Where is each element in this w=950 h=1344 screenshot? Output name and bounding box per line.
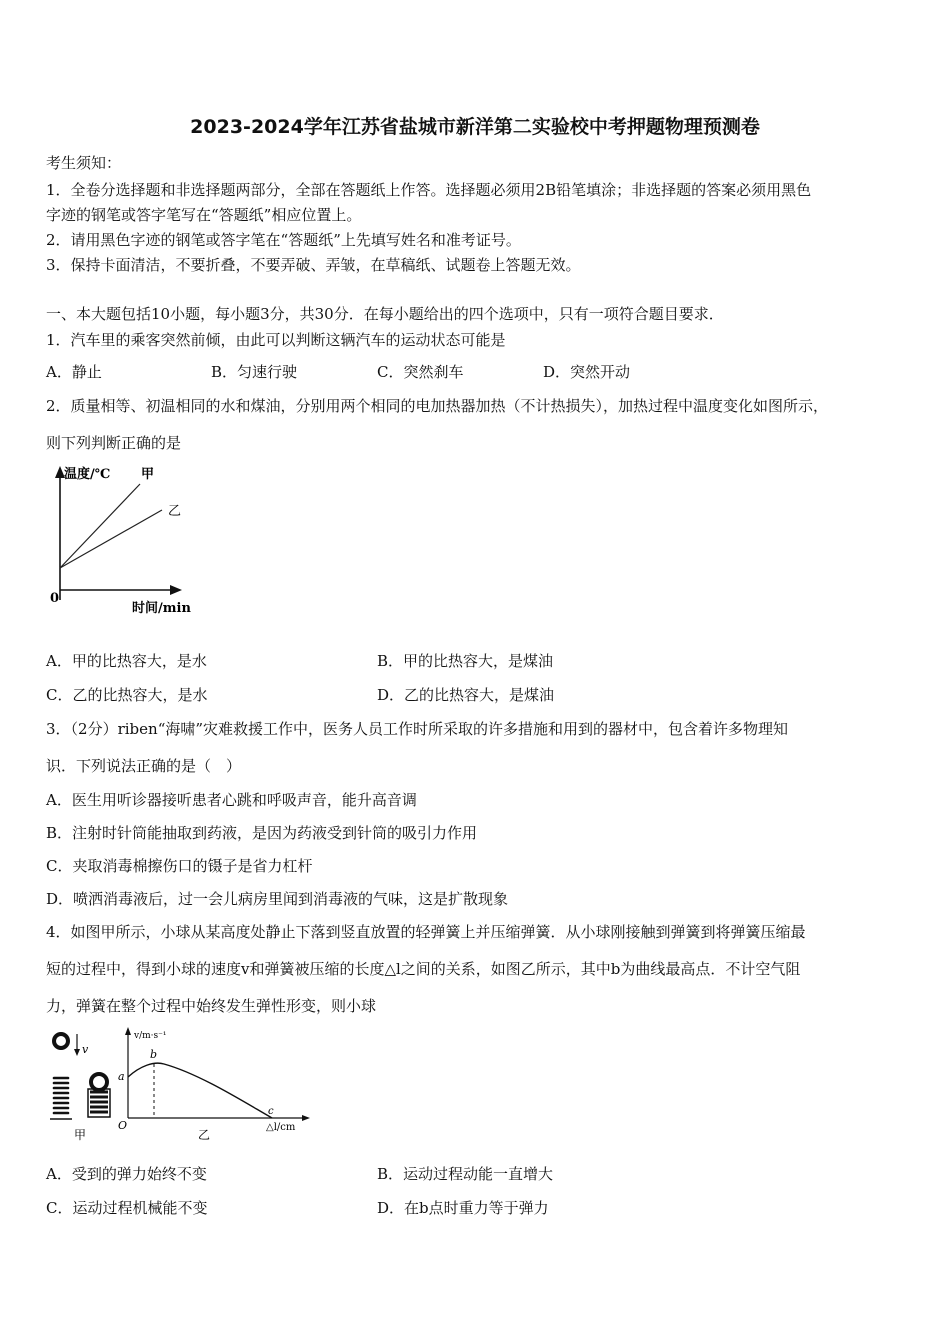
q4-option-b: B．运动过程动能一直增大 [377, 1165, 554, 1183]
q2-option-a: A．甲的比热容大，是水 [46, 652, 207, 670]
q3-stem: 3．（2分）riben“海啸”灾难救援工作中，医务人员工作时所采取的许多措施和用到的器材中，包含着许多物理知 [46, 720, 789, 738]
q3-option-d: D．喷洒消毒液后，过一会儿病房里闻到消毒液的气味，这是扩散现象 [46, 890, 509, 908]
q3-option-c: C．夹取消毒棉擦伤口的镊子是省力杠杆 [46, 857, 313, 875]
graph-label-yi: 乙 [168, 504, 182, 519]
q4-stem: 4．如图甲所示，小球从某高度处静止下落到竖直放置的轻弹簧上并压缩弹簧．从小球刚接触到弹簧到将弹簧压缩最 [46, 923, 806, 941]
q2-stem-cont: 则下列判断正确的是 [46, 434, 182, 452]
ball-on-spring-icon [91, 1074, 107, 1090]
notice-heading: 考生须知： [46, 154, 122, 172]
q2-stem: 2．质量相等、初温相同的水和煤油，分别用两个相同的电加热器加热（不计热损失），加热过程中温度变化如图所示， [46, 397, 829, 415]
q1-stem: 1．汽车里的乘客突然前倾，由此可以判断这辆汽车的运动状态可能是 [46, 331, 506, 349]
graph-label-jia: 甲 [141, 467, 155, 482]
notice-item: 3．保持卡面清洁，不要折叠，不要弄破、弄皱，在草稿纸、试题卷上答题无效。 [46, 256, 581, 274]
graph-line-yi [60, 510, 162, 568]
temperature-time-graph [44, 462, 214, 620]
graph-x-label: 时间/min [132, 601, 191, 616]
graph-origin: 0 [50, 591, 60, 606]
page-title: 2023-2024学年江苏省盐城市新洋第二实验校中考押题物理预测卷 [190, 116, 760, 138]
compressed-spring-icon [90, 1092, 108, 1112]
spring-icon [54, 1078, 68, 1113]
graph-y-label: 温度/℃ [64, 467, 111, 482]
q3-option-a: A．医生用听诊器接听患者心跳和呼吸声音，能升高音调 [46, 791, 417, 809]
vgraph-x-arrow [302, 1115, 310, 1121]
vgraph-point-c: c [268, 1106, 274, 1117]
q1-option-a: A．静止 [46, 363, 102, 381]
q2-option-c: C．乙的比热容大，是水 [46, 686, 208, 704]
q3-stem-cont: 识．下列说法正确的是（ ） [46, 757, 242, 775]
velocity-label: v [82, 1043, 89, 1056]
figure-yi-label: 乙 [198, 1128, 211, 1142]
notice-item: 字迹的钢笔或答字笔写在“答题纸”相应位置上。 [46, 206, 362, 224]
vgraph-y-label: v/m·s⁻¹ [134, 1031, 167, 1041]
q4-stem-cont: 短的过程中，得到小球的速度v和弹簧被压缩的长度△l之间的关系，如图乙所示，其中b为曲线最高点．不计空气阻 [46, 960, 801, 978]
velocity-arrowhead [74, 1049, 80, 1056]
ball-icon [54, 1034, 68, 1048]
vgraph-y-arrow [125, 1027, 131, 1035]
figure-jia-label: 甲 [74, 1128, 87, 1142]
vgraph-curve [128, 1063, 272, 1118]
q4-option-c: C．运动过程机械能不变 [46, 1199, 208, 1217]
vgraph-point-a: a [118, 1070, 125, 1083]
notice-item: 1．全卷分选择题和非选择题两部分，全部在答题纸上作答。选择题必须用2B铅笔填涂；非选择题的答案必须用黑色 [46, 181, 812, 199]
vgraph-point-b: b [150, 1048, 158, 1061]
q4-option-d: D．在b点时重力等于弹力 [377, 1199, 549, 1217]
q4-option-a: A．受到的弹力始终不变 [46, 1165, 207, 1183]
q3-option-b: B．注射时针筒能抽取到药液，是因为药液受到针筒的吸引力作用 [46, 824, 478, 842]
spring-ball-figure [44, 1026, 316, 1146]
q1-option-d: D．突然开动 [543, 363, 631, 381]
q1-option-b: B．匀速行驶 [211, 363, 298, 381]
graph-line-jia [60, 484, 140, 568]
vgraph-x-label: △l/cm [266, 1122, 296, 1133]
graph-x-arrow [170, 585, 182, 595]
q1-option-c: C．突然刹车 [377, 363, 464, 381]
q2-option-d: D．乙的比热容大，是煤油 [377, 686, 555, 704]
notice-item: 2．请用黑色字迹的钢笔或答字笔在“答题纸”上先填写姓名和准考证号。 [46, 231, 521, 249]
vgraph-origin: O [118, 1119, 128, 1132]
q4-stem-cont: 力，弹簧在整个过程中始终发生弹性形变，则小球 [46, 997, 377, 1015]
q2-option-b: B．甲的比热容大，是煤油 [377, 652, 554, 670]
section-heading: 一、本大题包括10小题，每小题3分，共30分．在每小题给出的四个选项中，只有一项符合题目要求． [46, 305, 724, 323]
